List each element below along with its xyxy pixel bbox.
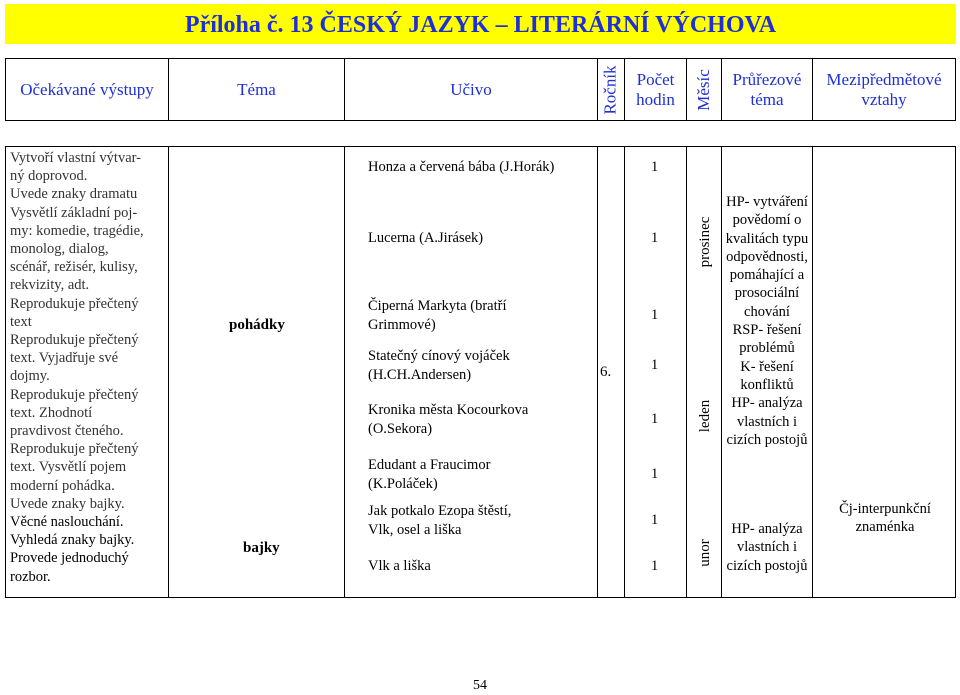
- hours-value: 1: [651, 411, 659, 427]
- header-topic-label: Téma: [237, 79, 276, 99]
- curriculum-item-title: Kronika města Kocourkova: [368, 402, 529, 418]
- header-cross-topic: [721, 58, 813, 121]
- output-line: Vysvětlí základní poj-: [10, 204, 138, 221]
- curriculum-item-title: Jak potkalo Ezopa štěstí,: [368, 503, 512, 519]
- month-december: prosinec: [697, 216, 713, 268]
- hours-value: 1: [651, 159, 659, 175]
- output-line: rozbor.: [10, 568, 51, 585]
- cross-topic-line: K- řešení: [740, 358, 794, 375]
- curriculum-item: [368, 297, 593, 334]
- inter-subject-list: [816, 500, 954, 536]
- cross-topic-line: odpovědnosti,: [726, 248, 808, 265]
- curriculum-item: [368, 502, 593, 539]
- cross-topic-line: HP- vytváření: [726, 194, 808, 210]
- month-february: unor: [697, 539, 713, 567]
- output-line: Reprodukuje přečtený: [10, 386, 139, 403]
- header-month: [686, 58, 722, 121]
- page-number: 54: [473, 678, 487, 693]
- expected-outputs-list: [10, 149, 168, 586]
- curriculum-item-subtitle: (O.Sekora): [368, 420, 433, 437]
- curriculum-item-subtitle: (K.Poláček): [368, 475, 438, 492]
- header-grade: [597, 58, 625, 121]
- cross-topic-line: kvalitách typu: [725, 230, 809, 247]
- output-line: scénář, režisér, kulisy,: [10, 259, 138, 276]
- topic-column: [168, 146, 345, 598]
- header-inter-subject: [812, 58, 956, 121]
- curriculum-item-subtitle: (H.CH.Andersen): [368, 366, 472, 383]
- output-line: monolog, dialog,: [10, 241, 109, 258]
- inter-subject-line: Čj-interpunkční: [839, 501, 931, 517]
- header-hours: [624, 58, 687, 121]
- header-curriculum: [344, 58, 598, 121]
- hours-value: 1: [651, 307, 659, 323]
- output-line: ný doprovod.: [10, 168, 88, 185]
- header-hours-line2: hodin: [636, 89, 675, 109]
- output-line: Věcné naslouchání.: [10, 514, 124, 531]
- cross-topic-line: pomáhající a: [729, 267, 805, 284]
- header-inter-line2: vztahy: [861, 89, 907, 109]
- inter-subject-line: znaménka: [855, 519, 915, 535]
- curriculum-item: [368, 229, 593, 248]
- header-outputs-label: Očekávané výstupy: [20, 79, 154, 99]
- output-line: Reprodukuje přečtený: [10, 332, 139, 349]
- curriculum-item: [368, 158, 593, 177]
- month-january: leden: [697, 399, 713, 433]
- cross-topic-line: cizích postojů: [726, 557, 808, 574]
- output-line: Uvede znaky bajky.: [10, 495, 125, 512]
- hours-value: 1: [651, 357, 659, 373]
- cross-topic-line: chování: [744, 303, 790, 320]
- output-line: Provede jednoduchý: [10, 550, 129, 567]
- grade-value: 6.: [600, 364, 612, 380]
- curriculum-item-title: Edudant a Fraucimor: [368, 457, 491, 473]
- curriculum-item: [368, 347, 593, 384]
- curriculum-item-title: Statečný cínový vojáček: [368, 348, 510, 364]
- cross-topic-line: povědomí o: [732, 212, 802, 229]
- output-line: Vyhledá znaky bajky.: [10, 532, 135, 549]
- curriculum-item-title: Lucerna (A.Jirásek): [368, 230, 484, 246]
- header-month-label: Měsíc: [694, 68, 714, 111]
- curriculum-item: [368, 456, 593, 493]
- output-line: text. Vysvětlí pojem: [10, 459, 127, 476]
- cross-topic-line: vlastních i: [736, 539, 797, 556]
- cross-topic-line: HP- analýza: [731, 521, 803, 537]
- header-hours-line1: Počet: [636, 69, 675, 89]
- output-line: pravdivost čteného.: [10, 423, 124, 440]
- output-line: Vytvoří vlastní výtvar-: [10, 150, 141, 166]
- output-line: text: [10, 313, 32, 330]
- header-grade-label: Ročník: [601, 64, 621, 115]
- cross-topic-list-2: [722, 520, 812, 575]
- header-curriculum-label: Učivo: [450, 79, 492, 99]
- output-line: Uvede znaky dramatu: [10, 186, 138, 203]
- output-line: text. Vyjadřuje své: [10, 350, 119, 367]
- output-line: Reprodukuje přečtený: [10, 441, 139, 458]
- hours-value: 1: [651, 230, 659, 246]
- cross-topic-line: HP- analýza: [731, 395, 803, 412]
- hours-value: 1: [651, 558, 659, 574]
- cross-topic-line: konfliktů: [740, 376, 794, 393]
- curriculum-item-title: Honza a červená bába (J.Horák): [368, 159, 555, 175]
- header-inter-line1: Mezipředmětové: [826, 69, 942, 89]
- topic-fairy-tales: pohádky: [229, 317, 285, 333]
- cross-topic-line: vlastních i: [736, 413, 797, 430]
- output-line: rekvizity, adt.: [10, 277, 90, 294]
- cross-topic-list-1: [722, 193, 812, 449]
- header-outputs: [5, 58, 169, 121]
- header-cross-line1: Průřezové: [732, 69, 802, 89]
- output-line: Reprodukuje přečtený: [10, 295, 139, 312]
- curriculum-item: [368, 557, 593, 576]
- curriculum-item-subtitle: Vlk, osel a liška: [368, 521, 462, 538]
- header-cross-line2: téma: [750, 89, 784, 109]
- hours-value: 1: [651, 512, 659, 528]
- cross-topic-line: prosociální: [734, 285, 800, 302]
- curriculum-item: [368, 401, 593, 438]
- hours-value: 1: [651, 466, 659, 482]
- curriculum-item-title: Čiperná Markyta (bratří: [368, 298, 507, 314]
- output-line: text. Zhodnotí: [10, 404, 93, 421]
- cross-topic-line: cizích postojů: [726, 431, 808, 448]
- curriculum-item-title: Vlk a liška: [368, 558, 431, 574]
- cross-topic-line: problémů: [739, 340, 795, 357]
- output-line: dojmy.: [10, 368, 50, 385]
- curriculum-item-subtitle: Grimmové): [368, 316, 436, 333]
- page-title: Příloha č. 13 ČESKÝ JAZYK – LITERÁRNÍ VÝCHOVA: [184, 12, 777, 38]
- output-line: my: komedie, tragédie,: [10, 222, 144, 239]
- output-line: moderní pohádka.: [10, 477, 115, 494]
- topic-fables: bajky: [243, 540, 280, 556]
- cross-topic-line: RSP- řešení: [732, 322, 802, 339]
- header-topic: [168, 58, 345, 121]
